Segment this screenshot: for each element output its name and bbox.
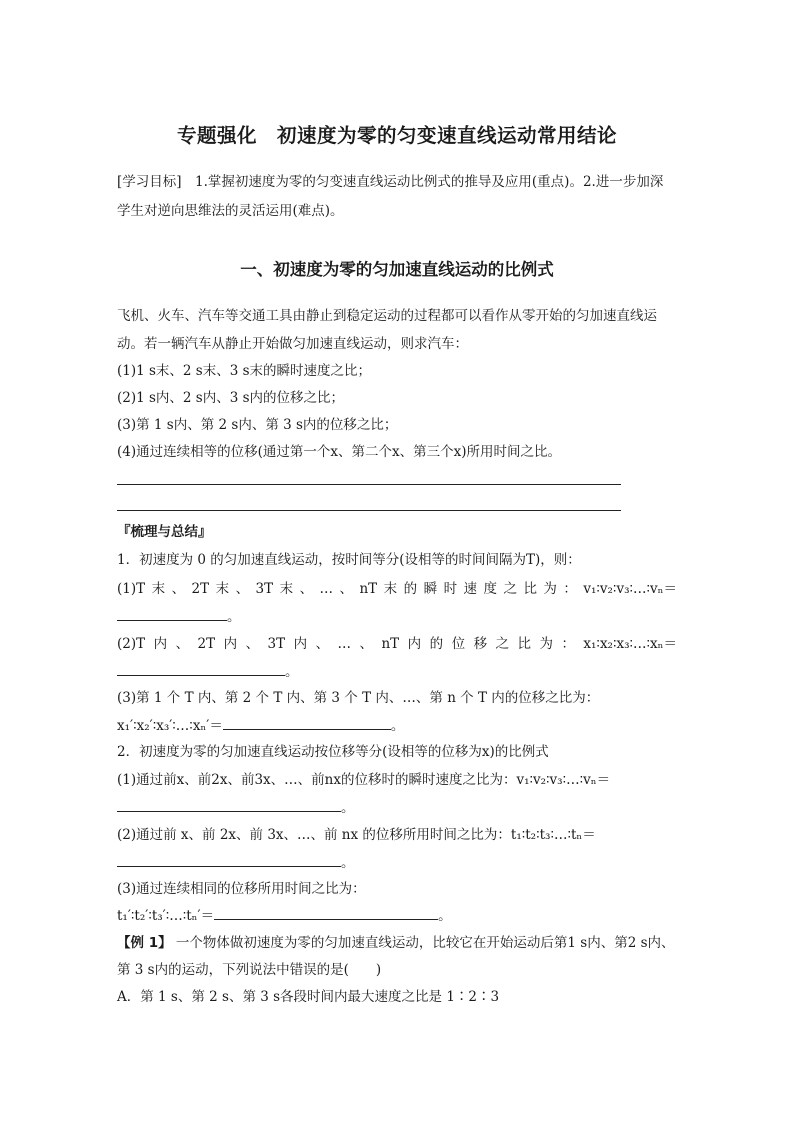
summary-1-2-line [117,634,677,654]
answer-blank[interactable] [117,661,285,676]
answer-blank[interactable] [117,852,341,867]
question-2: (2)1 s内、2 s内、3 s内的位移之比； [117,390,345,406]
period: 。 [341,800,355,816]
period: 。 [285,664,299,680]
justified-word: 的 [403,581,418,597]
justified-word: 之 [495,636,510,652]
answer-blank[interactable] [223,715,391,730]
summary-heading: 『梳理与总结』 [117,524,212,540]
justified-word: 内 [407,636,422,652]
justified-word: 内 [223,636,238,652]
question-3: (3)第 1 s内、第 2 s内、第 3 s内的位移之比； [117,417,398,433]
intro-line-1: 飞机、火车、汽车等交通工具由静止到稳定运动的过程都可以看作从零开始的匀加速直线运 [117,308,657,324]
option-a: A．第 1 s、第 2 s、第 3 s各段时间内最大速度之比是 1∶2∶3 [117,989,500,1005]
justified-word: (1)T [117,581,146,597]
justified-word: x₁∶x₂∶x₃∶…∶xₙ＝ [583,636,677,652]
summary-2-1: (1)通过前x、前2x、前3x、…、前nx的位移时的瞬时速度之比为：v₁∶v₂∶v₃∶…∶vₙ＝ [117,772,611,788]
justified-word: 度 [483,581,497,597]
equation: t₁′∶t₂′∶t₃′∶…∶tₙ′＝ [117,908,215,924]
summary-2-3: (3)通过连续相同的位移所用时间之比为： [117,881,366,897]
justified-word: 、 [171,581,186,597]
example-line-2: 第 3 s内的运动，下列说法中错误的是( ) [117,962,382,978]
justified-word: ： [561,636,575,652]
period: 。 [227,609,241,625]
summary-2-2-answer [117,852,355,873]
justified-word: … [319,581,334,597]
justified-word: (2)T [117,636,146,652]
justified-word: 、 [245,636,260,652]
justified-word: 速 [463,581,478,597]
justified-word: … [337,636,352,652]
answer-line-2 [117,510,621,511]
summary-1-1-line [117,579,677,599]
justified-word: 的 [429,636,444,652]
justified-word: nT [359,581,378,597]
justified-word: 、 [315,636,330,652]
justified-word: 3T [255,581,274,597]
summary-point-2: 2．初速度为零的匀加速直线运动按位移等分(设相等的位移为x)的比例式 [117,744,549,760]
period: 。 [341,855,355,871]
summary-1-2-answer [117,661,299,682]
question-1: (1)1 s末、2 s末、3 s末的瞬时速度之比； [117,363,372,379]
summary-1-3-eq [117,715,404,736]
summary-2-3-eq [117,905,452,926]
justified-word: 末 [279,581,294,597]
justified-word: 、 [299,581,314,597]
objectives-line-1: [学习目标] 1.掌握初速度为零的匀变速直线运动比例式的推导及应用(重点)。2.进一步加深 [117,174,664,190]
justified-word: 比 [523,581,537,597]
justified-word: 3T [267,636,286,652]
answer-line-1 [117,484,621,485]
justified-word: 比 [517,636,531,652]
question-4: (4)通过连续相等的位移(通过第一个x、第二个x、第三个x)所用时间之比。 [117,444,561,460]
justified-word: 末 [151,581,166,597]
justified-word: v₁∶v₂∶v₃∶…∶vₙ＝ [583,581,677,597]
period: 。 [438,908,452,924]
justified-word: 、 [359,636,374,652]
answer-blank[interactable] [117,797,341,812]
justified-word: 、 [235,581,250,597]
summary-1-1-answer [117,606,241,627]
justified-word: ： [563,581,577,597]
section-heading: 一、初速度为零的匀加速直线运动的比例式 [240,260,554,279]
summary-2-1-answer [117,797,355,818]
justified-word: 移 [473,636,488,652]
justified-word: 瞬 [423,581,438,597]
equation: x₁′∶x₂′∶x₃′∶…∶xₙ′＝ [117,718,223,734]
justified-word: nT [381,636,400,652]
justified-word: 位 [451,636,466,652]
justified-word: 2T [191,581,210,597]
example-text-1: 一个物体做初速度为零的匀加速直线运动，比较它在开始运动后第1 s内、第2 s内、 [175,935,675,951]
objectives-line-2: 学生对逆向思维法的灵活运用(难点)。 [117,203,344,219]
justified-word: 时 [443,581,458,597]
answer-blank[interactable] [214,905,438,920]
justified-word: 末 [383,581,398,597]
justified-word: 2T [197,636,216,652]
justified-word: 内 [153,636,168,652]
justified-word: 之 [503,581,517,597]
summary-1-3: (3)第 1 个 T 内、第 2 个 T 内、第 3 个 T 内、…、第 n 个 T 内的位移之比为： [117,690,600,706]
summary-point-1: 1．初速度为 0 的匀加速直线运动，按时间等分(设相等的时间间隔为T)，则： [117,552,581,568]
answer-blank[interactable] [117,606,227,621]
page-title: 专题强化 初速度为零的匀变速直线运动常用结论 [176,124,617,147]
justified-word: 为 [543,581,557,597]
summary-2-2: (2)通过前 x、前 2x、前 3x、…、前 nx 的位移所用时间之比为：t₁∶t₂∶t₃∶…∶tₙ＝ [117,827,596,843]
justified-word: 、 [175,636,190,652]
example-line-1 [117,933,675,953]
example-label: 【例 1】 [117,935,172,951]
justified-word: 为 [539,636,553,652]
justified-word: 、 [339,581,354,597]
justified-word: 末 [215,581,230,597]
period: 。 [390,718,405,734]
justified-word: 内 [293,636,308,652]
intro-line-2: 动。若一辆汽车从静止开始做匀加速直线运动，则求汽车： [117,336,468,352]
